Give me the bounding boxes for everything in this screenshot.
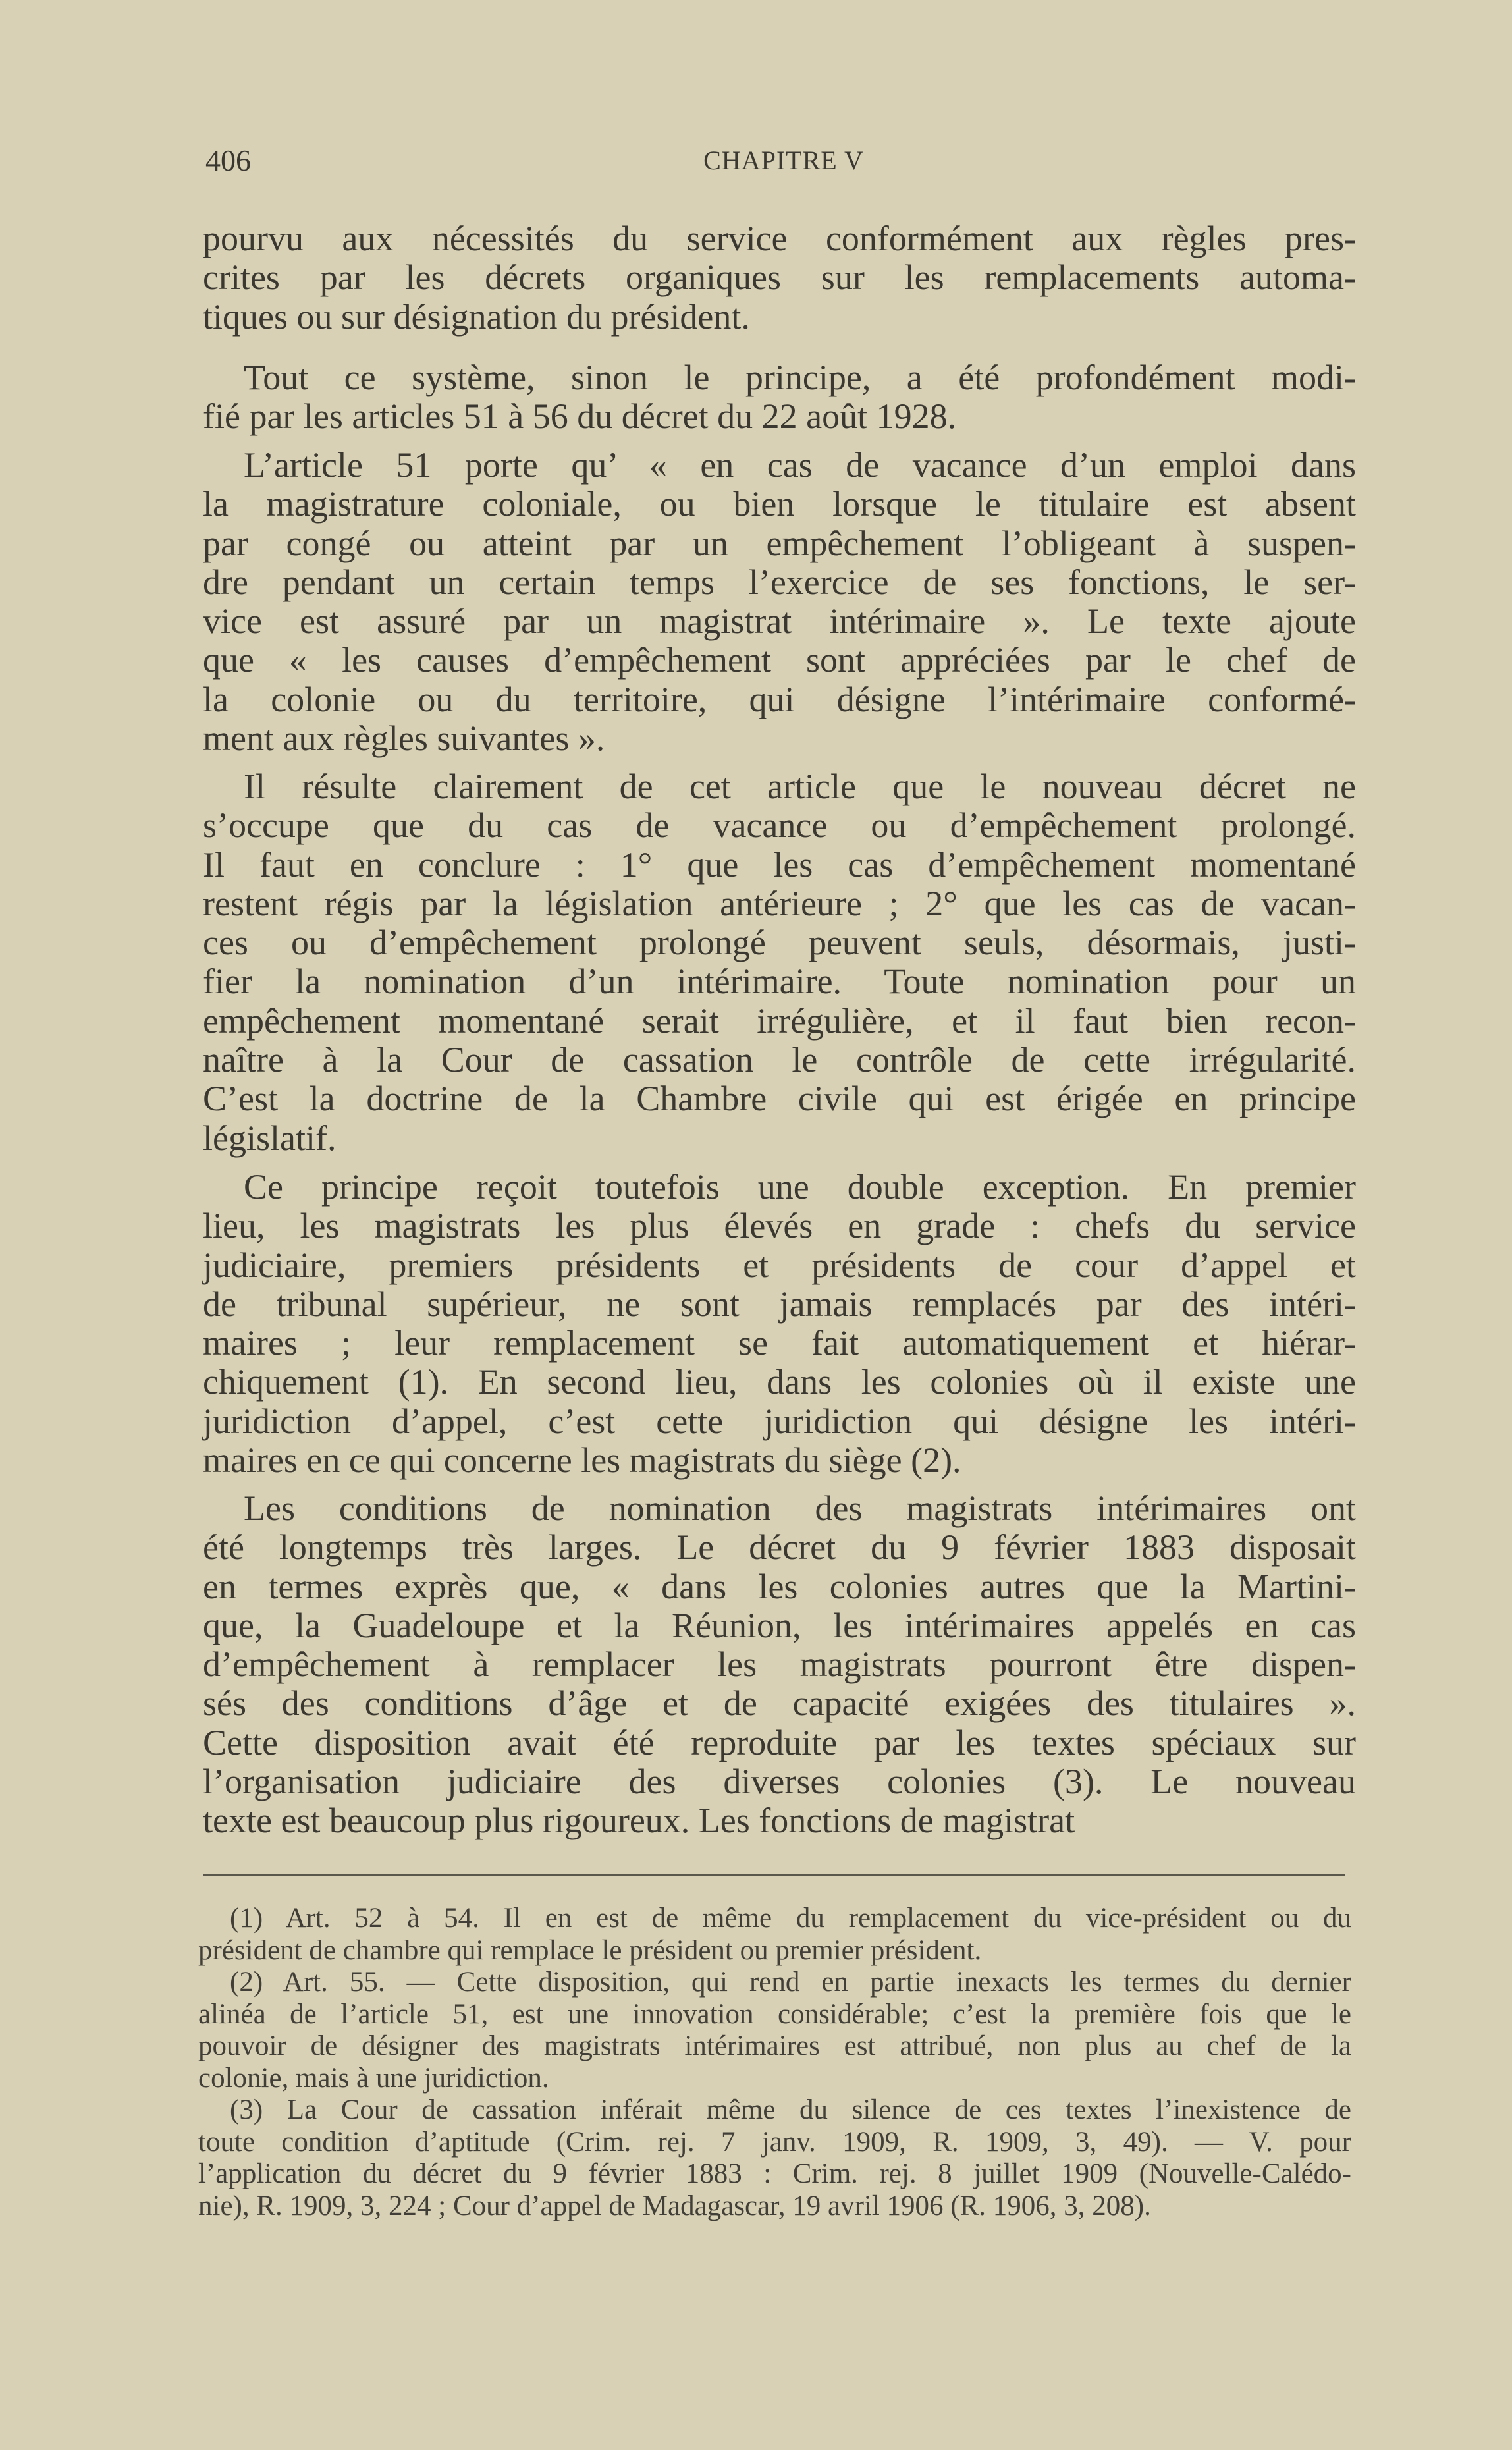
text-line: été longtemps très larges. Le décret du 9 février 1883 disposait xyxy=(203,1527,1356,1567)
paragraph xyxy=(203,1489,1356,1841)
text-line: Il résulte clairement de cet article que le nouveau décret ne xyxy=(244,767,1356,806)
text-line: en termes exprès que, « dans les colonies autres que la Martini- xyxy=(203,1566,1356,1606)
text-line: la colonie ou du territoire, qui désigne l’intérimaire conformé- xyxy=(203,679,1356,719)
text-line: de tribunal supérieur, ne sont jamais remplacés par des intéri- xyxy=(203,1284,1356,1324)
footnote xyxy=(198,1967,1351,2094)
footnote-line: toute condition d’aptitude (Crim. rej. 7 janv. 1909, R. 1909, 3, 49). — V. pour xyxy=(198,2126,1351,2158)
text-line: lieu, les magistrats les plus élevés en grade : chefs du service xyxy=(203,1206,1356,1246)
text-line: vice est assuré par un magistrat intérimaire ». Le texte ajoute xyxy=(203,601,1356,641)
text-line: Ce principe reçoit toutefois une double exception. En premier xyxy=(244,1167,1356,1207)
text-line: maires en ce qui concerne les magistrats du siège (2). xyxy=(203,1440,961,1481)
text-line: ces ou d’empêchement prolongé peuvent seuls, désormais, justi- xyxy=(203,923,1356,963)
text-line: L’article 51 porte qu’ « en cas de vacance d’un emploi dans xyxy=(244,445,1356,485)
text-line: Il faut en conclure : 1° que les cas d’empêchement momentané xyxy=(203,844,1356,885)
text-line: s’occupe que du cas de vacance ou d’empêchement prolongé. xyxy=(203,805,1356,846)
paragraph xyxy=(203,219,1356,337)
paragraph xyxy=(203,446,1356,758)
text-line: judiciaire, premiers présidents et présidents de cour d’appel et xyxy=(203,1245,1356,1285)
text-line: empêchement momentané serait irrégulière, et il faut bien recon- xyxy=(203,1000,1356,1041)
footnote-line: colonie, mais à une juridiction. xyxy=(198,2062,549,2094)
paragraph xyxy=(203,767,1356,1158)
text-line: la magistrature coloniale, ou bien lorsque le titulaire est absent xyxy=(203,484,1356,524)
text-line: pourvu aux nécessités du service conformément aux règles pres- xyxy=(203,219,1356,258)
text-line: maires ; leur remplacement se fait automatiquement et hiérar- xyxy=(203,1323,1356,1363)
footnote-line: président de chambre qui remplace le président ou premier président. xyxy=(198,1934,982,1966)
text-line: juridiction d’appel, c’est cette juridiction qui désigne les intéri- xyxy=(203,1401,1356,1441)
text-line: texte est beaucoup plus rigoureux. Les fonctions de magistrat xyxy=(203,1801,1075,1841)
text-line: naître à la Cour de cassation le contrôle de cette irrégularité. xyxy=(203,1040,1356,1080)
paragraph xyxy=(203,358,1356,437)
footnote-line: alinéa de l’article 51, est une innovation considérable; c’est la première fois que le xyxy=(198,1998,1351,2030)
text-line: Tout ce système, sinon le principe, a été profondément modi- xyxy=(244,358,1356,397)
running-head: CHAPITRE V xyxy=(703,146,864,175)
footnotes xyxy=(198,1903,1351,2222)
text-line: législatif. xyxy=(203,1118,337,1158)
text-line: crites par les décrets organiques sur les remplacements automa- xyxy=(203,258,1356,298)
text-line: C’est la doctrine de la Chambre civile qui est érigée en principe xyxy=(203,1079,1356,1119)
text-line: que, la Guadeloupe et la Réunion, les intérimaires appelés en cas xyxy=(203,1605,1356,1645)
text-line: restent régis par la législation antérieure ; 2° que les cas de vacan- xyxy=(203,883,1356,923)
footnote-line: (1) Art. 52 à 54. Il en est de même du remplacement du vice-président ou du xyxy=(230,1903,1351,1934)
footnote-line: l’application du décret du 9 février 1883 : Crim. rej. 8 juillet 1909 (Nouvelle-Calédo- xyxy=(198,2158,1351,2189)
text-line: tiques ou sur désignation du président. xyxy=(203,296,750,337)
text-line: ment aux règles suivantes ». xyxy=(203,719,605,759)
footnote-line: (2) Art. 55. — Cette disposition, qui rend en partie inexacts les termes du dernier xyxy=(230,1967,1351,1998)
text-line: Cette disposition avait été reproduite par les textes spéciaux sur xyxy=(203,1722,1356,1762)
text-line: fier la nomination d’un intérimaire. Toute nomination pour un xyxy=(203,962,1356,1002)
text-line: d’empêchement à remplacer les magistrats pourront être dispen- xyxy=(203,1645,1356,1685)
footnote-line: nie), R. 1909, 3, 224 ; Cour d’appel de Madagascar, 19 avril 1906 (R. 1906, 3, 208). xyxy=(198,2190,1151,2221)
footnote-line: pouvoir de désigner des magistrats intérimaires est attribué, non plus au chef de la xyxy=(198,2030,1351,2061)
text-line: l’organisation judiciaire des diverses colonies (3). Le nouveau xyxy=(203,1762,1356,1802)
text-line: sés des conditions d’âge et de capacité exigées des titulaires ». xyxy=(203,1683,1356,1724)
footnote-line: (3) La Cour de cassation inférait même du silence de ces textes l’inexistence de xyxy=(230,2094,1351,2125)
paragraph xyxy=(203,1168,1356,1480)
text-line: par congé ou atteint par un empêchement l’obligeant à suspen- xyxy=(203,523,1356,563)
footnote xyxy=(198,2094,1351,2222)
footnote-divider xyxy=(203,1874,1345,1876)
text-line: chiquement (1). En second lieu, dans les colonies où il existe une xyxy=(203,1362,1356,1402)
text-line: dre pendant un certain temps l’exercice de ses fonctions, le ser- xyxy=(203,562,1356,602)
text-line: fié par les articles 51 à 56 du décret du 22 août 1928. xyxy=(203,396,957,437)
footnote xyxy=(198,1903,1351,1967)
text-line: que « les causes d’empêchement sont appréciées par le chef de xyxy=(203,640,1356,680)
text-line: Les conditions de nomination des magistrats intérimaires ont xyxy=(244,1488,1356,1528)
page-number: 406 xyxy=(205,144,251,177)
